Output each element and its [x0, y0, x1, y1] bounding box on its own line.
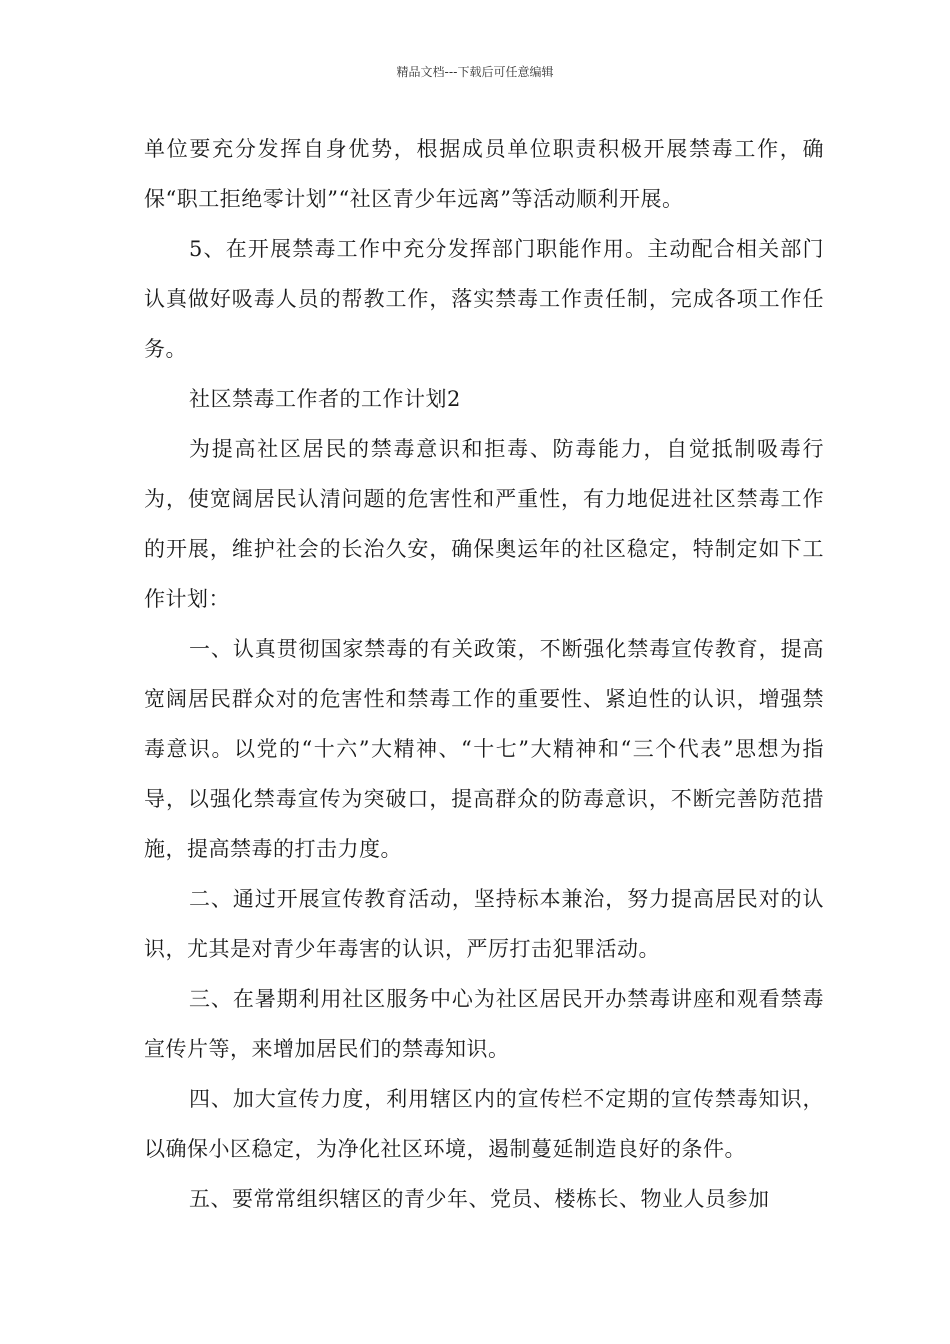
page-header: 精品文档---下载后可任意编辑: [396, 65, 554, 79]
paragraph: 一、认真贯彻国家禁毒的有关政策，不断强化禁毒宣传教育，提高宽阔居民群众对的危害性和禁毒工作的重要性、紧迫性的认识，增强禁毒意识。以党的“十六”大精神、“十七”大精神和“三个代表”思想为指导，以强化禁毒宣传为突破口，提高群众的防毒意识，不断完善防范措施，提高禁毒的打击力度。: [144, 637, 824, 861]
paragraph: 为提高社区居民的禁毒意识和拒毒、防毒能力，自觉抵制吸毒行为，使宽阔居民认清问题的危害性和严重性，有力地促进社区禁毒工作的开展，维护社会的长治久安，确保奥运年的社区稳定，特制定如下工作计划：: [144, 437, 824, 611]
paragraph: 四、加大宣传力度，利用辖区内的宣传栏不定期的宣传禁毒知识，以确保小区稳定，为净化社区环境，遏制蔓延制造良好的条件。: [144, 1087, 824, 1161]
document-body: [144, 124, 824, 1224]
section-title: 社区禁毒工作者的工作计划2: [189, 387, 461, 411]
paragraph: 三、在暑期利用社区服务中心为社区居民开办禁毒讲座和观看禁毒宣传片等，来增加居民们的禁毒知识。: [144, 987, 824, 1061]
paragraph: 五、要常常组织辖区的青少年、党员、楼栋长、物业人员参加: [189, 1187, 770, 1211]
paragraph: 单位要充分发挥自身优势，根据成员单位职责积极开展禁毒工作，确保“职工拒绝零计划”“社区青少年远离”等活动顺利开展。: [144, 137, 824, 211]
paragraph: 二、通过开展宣传教育活动，坚持标本兼治，努力提高居民对的认识，尤其是对青少年毒害的认识，严厉打击犯罪活动。: [144, 887, 824, 961]
paragraph: 5、在开展禁毒工作中充分发挥部门职能作用。主动配合相关部门认真做好吸毒人员的帮教工作，落实禁毒工作责任制，完成各项工作任务。: [144, 237, 824, 361]
